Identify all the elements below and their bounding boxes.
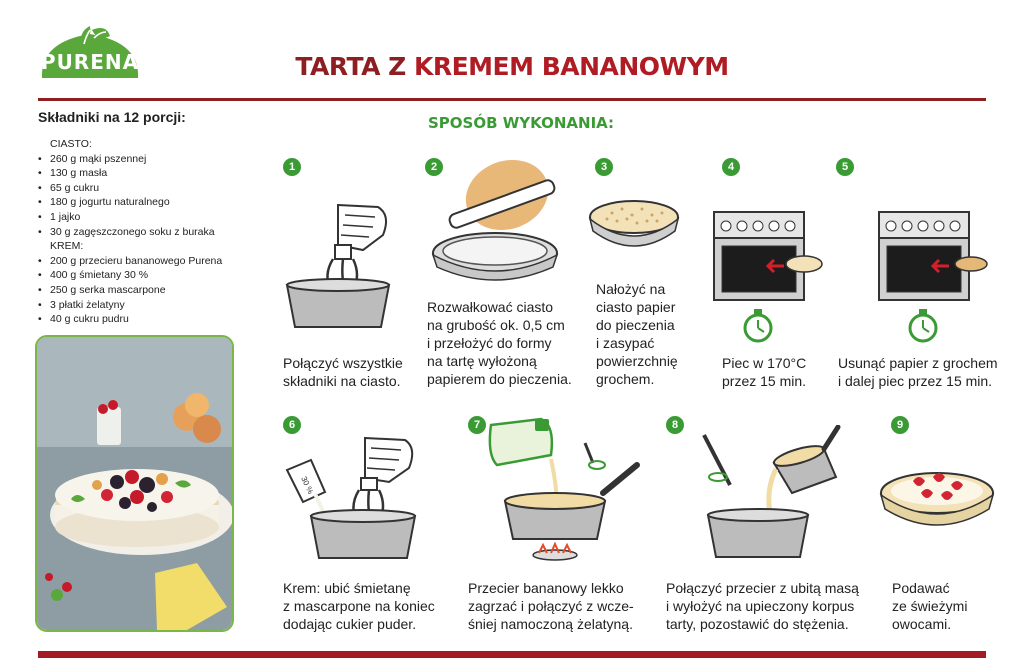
step-line: śniej namoczoną żelatyną.	[468, 616, 633, 632]
step-line: na grubość ok. 0,5 cm	[427, 317, 565, 333]
pour-into-bowl-icon	[700, 425, 845, 565]
method-heading: SPOSÓB WYKONANIA:	[428, 114, 615, 132]
step-line: przez 15 min.	[722, 373, 807, 389]
tart-photo	[35, 335, 234, 632]
step-line: owocami.	[892, 616, 952, 632]
step-1-text	[283, 354, 403, 390]
step-7-text	[468, 579, 634, 633]
ingredients-list	[38, 137, 222, 327]
ingredient-item: • 65 g cukru	[38, 181, 222, 196]
ingredient-item: • 40 g cukru pudru	[38, 312, 222, 327]
title-part-1: TARTA Z	[295, 52, 414, 81]
step-line: Rozwałkować ciasto	[427, 299, 554, 315]
step-number: 4	[722, 158, 740, 176]
step-line: i wyłożyć na upieczony korpus	[666, 598, 855, 614]
step-line: Połączyć wszystkie	[283, 355, 403, 371]
finished-tart-icon	[877, 455, 997, 535]
oven-timer-icon-2	[877, 210, 989, 345]
step-line: Połączyć przecier z ubitą masą	[666, 580, 859, 596]
step-line: i dalej piec przez 15 min.	[838, 373, 993, 389]
step-number: 9	[891, 416, 909, 434]
step-2-text	[427, 298, 572, 388]
step-line: powierzchnię	[596, 353, 678, 369]
step-9-text	[892, 579, 967, 633]
step-line: ze świeżymi	[892, 598, 968, 614]
ingredient-item: • 200 g przecieru bananowego Purena	[38, 254, 222, 269]
ingredient-item: • 260 g mąki pszennej	[38, 152, 222, 167]
step-number: 5	[836, 158, 854, 176]
footer-bar	[38, 651, 986, 658]
step-line: Krem: ubić śmietanę	[283, 580, 411, 596]
ingredient-item: • 250 g serka mascarpone	[38, 283, 222, 298]
step-line: i przełożyć do formy	[427, 335, 552, 351]
step-line: Przecier bananowy lekko	[468, 580, 624, 596]
step-line: dodając cukier puder.	[283, 616, 417, 632]
ingredient-section: CIASTO:	[50, 138, 92, 150]
cup-label: 30 %	[299, 475, 316, 496]
ingredient-section: KREM:	[50, 240, 84, 253]
oven-timer-icon	[712, 210, 824, 345]
step-line: Podawać	[892, 580, 950, 596]
step-number: 3	[595, 158, 613, 176]
step-8-text	[666, 579, 859, 633]
step-line: zagrzać i połączyć z wcze-	[468, 598, 634, 614]
step-line: z mascarpone na koniec	[283, 598, 435, 614]
rolling-pin-tart-tin-icon	[427, 155, 562, 290]
step-line: Nałożyć na	[596, 281, 666, 297]
ingredient-item: • 180 g jogurtu naturalnego	[38, 195, 222, 210]
cream-cup-mixer-icon	[285, 430, 420, 565]
step-line: i zasypać	[596, 335, 655, 351]
step-line: Usunąć papier z grochem	[838, 355, 998, 371]
step-number: 8	[666, 416, 684, 434]
ingredient-item: • 3 płatki żelatyny	[38, 298, 222, 313]
ingredients-heading: Składniki na 12 porcji:	[38, 109, 186, 125]
ingredient-item: • 400 g śmietany 30 %	[38, 268, 222, 283]
step-3-text	[596, 280, 678, 388]
tart-photo-illustration	[37, 337, 232, 630]
step-line: na tartę wyłożoną	[427, 353, 537, 369]
step-number: 7	[468, 416, 486, 434]
title-part-2: KREMEM BANANOWYM	[413, 52, 729, 81]
step-line: składniki na ciasto.	[283, 373, 401, 389]
step-number: 2	[425, 158, 443, 176]
step-line: do pieczenia	[596, 317, 675, 333]
step-4-text	[722, 354, 806, 390]
step-number: 1	[283, 158, 301, 176]
step-number: 6	[283, 416, 301, 434]
ingredient-item: • 1 jajko	[38, 210, 222, 225]
step-line: grochem.	[596, 371, 655, 387]
step-line: papierem do pieczenia.	[427, 371, 572, 387]
brand-logo-text: PURENA	[40, 50, 140, 74]
step-5-text	[838, 354, 998, 390]
pouch-pan-burner-icon	[485, 415, 645, 575]
step-line: tarty, pozostawić do stężenia.	[666, 616, 849, 632]
step-6-text	[283, 579, 435, 633]
step-line: Piec w 170°C	[722, 355, 807, 371]
mixer-bowl-icon	[283, 195, 393, 335]
ingredient-item: • 130 g masła	[38, 166, 222, 181]
ingredient-item: • 30 g zagęszczonego soku z buraka	[38, 225, 222, 240]
step-line: ciasto papier	[596, 299, 676, 315]
title-divider	[38, 98, 986, 101]
tart-with-beans-icon	[587, 195, 682, 255]
page-title	[0, 52, 1024, 81]
